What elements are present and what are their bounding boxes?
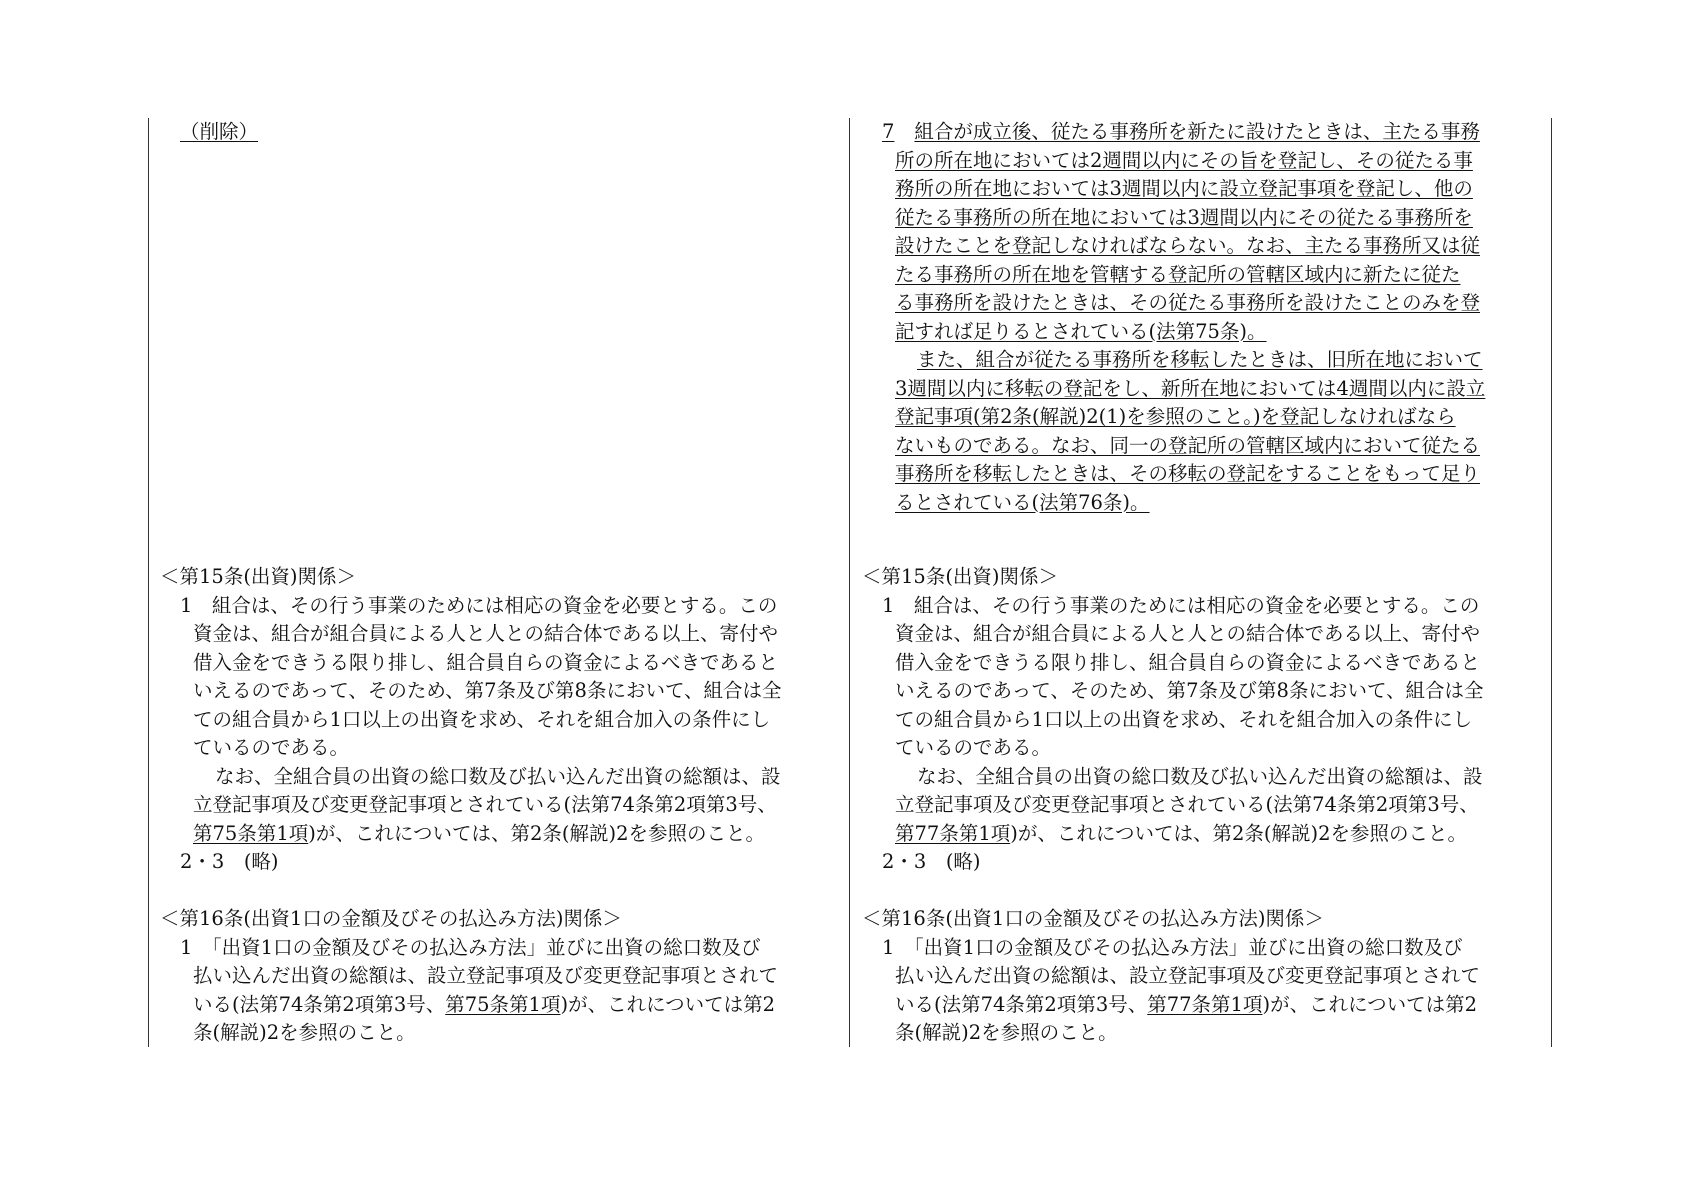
deleted-marker: （削除） (180, 120, 259, 143)
left-border (148, 118, 149, 1047)
section-heading: ＜第15条(出資)関係＞ (160, 565, 357, 588)
left-article-16: ＜第16条(出資1口の金額及びその払込み方法)関係＞ 1 「出資1口の金額及びその払込み方法」並びに出資の総口数及び 払い込んだ出資の総額は、設立登記事項及び変更登記事項とされて いる(法第74条第2項第3号、第75条第1項)が、これについては第2 条(解説)2を参照のこと。 (160, 907, 779, 1044)
left-column (160, 118, 812, 1044)
amended-reference: 第75条第1項 (445, 992, 561, 1016)
right-article-15: ＜第15条(出資)関係＞ 1 組合は、その行う事業のためには相応の資金を必要とする。この 資金は、組合が組合員による人と人との結合体である以上、寄付や 借入金をできうる限り排し、組合員自らの資金によるべきであると いえるのであって、そのため、第7条及び第8条において、組合は全 ての組合員から1口以上の出資を求め、それを組合加入の条件にし ているのである。 なお、全組合員の出資の総口数及び払い込んだ出資の総額は、設 立登記事項及び変更登記事項とされている(法第74条第2項第3号、 第77条第1項)が、これについては、第2条(解説)2を参照のこと。 2・3 (略) (862, 565, 1484, 873)
center-divider (849, 118, 850, 1047)
section-heading: ＜第16条(出資1口の金額及びその払込み方法)関係＞ (160, 907, 622, 930)
amended-reference: 第77条第1項 (895, 821, 1011, 845)
section-heading: ＜第16条(出資1口の金額及びその払込み方法)関係＞ (862, 907, 1324, 930)
left-article-15: ＜第15条(出資)関係＞ 1 組合は、その行う事業のためには相応の資金を必要とする。この 資金は、組合が組合員による人と人との結合体である以上、寄付や 借入金をできうる限り排し、組合員自らの資金によるべきであると いえるのであって、そのため、第7条及び第8条において、組合は全 ての組合員から1口以上の出資を求め、それを組合加入の条件にし ているのである。 なお、全組合員の出資の総口数及び払い込んだ出資の総額は、設 立登記事項及び変更登記事項とされている(法第74条第2項第3号、 第75条第1項)が、これについては、第2条(解説)2を参照のこと。 2・3 (略) (160, 565, 782, 873)
right-article-16: ＜第16条(出資1口の金額及びその払込み方法)関係＞ 1 「出資1口の金額及びその払込み方法」並びに出資の総口数及び 払い込んだ出資の総額は、設立登記事項及び変更登記事項とされて いる(法第74条第2項第3号、第77条第1項)が、これについては第2 条(解説)2を参照のこと。 (862, 907, 1481, 1044)
right-paragraph-7: 7 組合が成立後、従たる事務所を新たに設けたときは、主たる事務 所の所在地においては2週間以内にその旨を登記し、その従たる事 務所の所在地においては3週間以内に設立登記事項を登記し、他の 従たる事務所の所在地においては3週間以内にその従たる事務所を 設けたことを登記しなければならない。なお、主たる事務所又は従 たる事務所の所在地を管轄する登記所の管轄区域内に新たに従た る事務所を設けたときは、その従たる事務所を設けたことのみを登 記すれば足りるとされている(法第75条)。 また、組合が従たる事務所を移転したときは、旧所在地において 3週間以内に移転の登記をし、新所在地においては4週間以内に設立 登記事項(第2条(解説)2(1)を参照のこと。)を登記しなければなら ないものである。なお、同一の登記所の管轄区域内において従たる 事務所を移転したときは、その移転の登記をすることをもって足り るとされている(法第76条)。 (882, 120, 1486, 514)
right-column (862, 118, 1514, 1044)
amended-reference: 第77条第1項 (1147, 992, 1263, 1016)
amended-reference: 第75条第1項 (193, 821, 309, 845)
section-heading: ＜第15条(出資)関係＞ (862, 565, 1059, 588)
right-border (1551, 118, 1552, 1047)
